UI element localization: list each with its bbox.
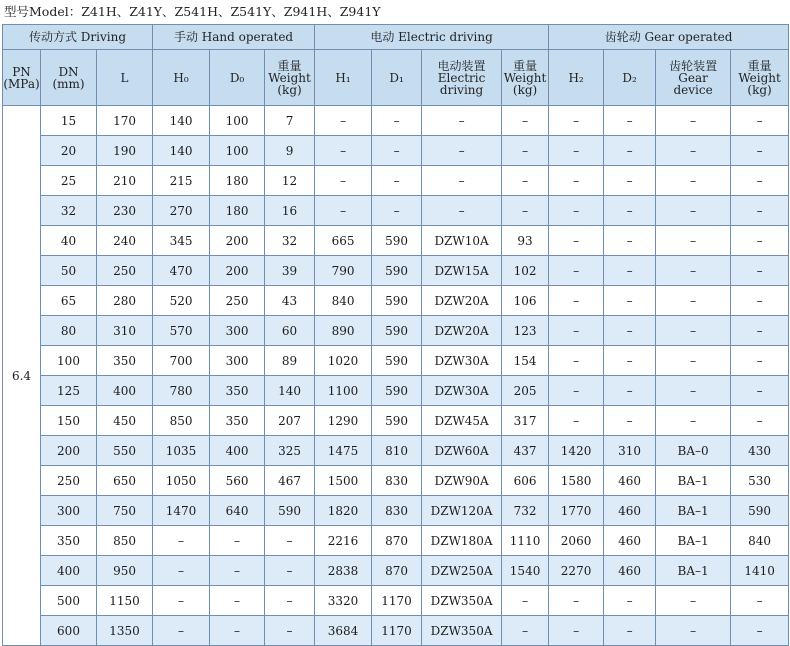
table-cell: 310 [604, 436, 656, 466]
table-cell: 590 [731, 496, 789, 526]
table-cell: – [731, 346, 789, 376]
table-cell: – [265, 526, 315, 556]
table-cell: 39 [265, 256, 315, 286]
table-cell: BA–1 [656, 556, 731, 586]
table-cell: 850 [153, 406, 210, 436]
table-cell: – [549, 106, 604, 136]
column-header: D₂ [604, 50, 656, 106]
table-cell: 1820 [315, 496, 372, 526]
table-cell: – [502, 106, 549, 136]
table-cell: – [604, 376, 656, 406]
table-cell: 180 [210, 196, 265, 226]
table-cell: 460 [604, 496, 656, 526]
table-cell: 100 [41, 346, 97, 376]
table-cell: – [549, 226, 604, 256]
table-row [3, 286, 789, 316]
table-row [3, 256, 789, 286]
table-cell: 520 [153, 286, 210, 316]
table-cell: 590 [372, 316, 422, 346]
table-row [3, 196, 789, 226]
table-cell: – [502, 196, 549, 226]
table-cell: – [604, 226, 656, 256]
table-cell: 590 [372, 226, 422, 256]
table-cell: 215 [153, 166, 210, 196]
table-cell: 1470 [153, 496, 210, 526]
table-cell: 40 [41, 226, 97, 256]
table-cell: 430 [731, 436, 789, 466]
table-cell: 7 [265, 106, 315, 136]
table-cell: 15 [41, 106, 97, 136]
table-cell: – [502, 616, 549, 646]
table-cell: – [604, 586, 656, 616]
table-cell: 560 [210, 466, 265, 496]
group-header-gear: 齿轮动 Gear operated [549, 25, 789, 50]
table-cell: 140 [153, 136, 210, 166]
table-cell: 840 [315, 286, 372, 316]
table-cell: 9 [265, 136, 315, 166]
table-cell: – [315, 136, 372, 166]
table-cell: 20 [41, 136, 97, 166]
table-row [3, 556, 789, 586]
table-cell: 732 [502, 496, 549, 526]
table-cell: 205 [502, 376, 549, 406]
table-row [3, 616, 789, 646]
table-cell: 590 [372, 346, 422, 376]
table-cell: 600 [41, 616, 97, 646]
column-header: 重量 Weight (kg) [731, 50, 789, 106]
table-cell: DZW10A [422, 226, 502, 256]
table-cell: DZW120A [422, 496, 502, 526]
table-cell: 250 [210, 286, 265, 316]
column-header: PN (MPa) [3, 50, 41, 106]
table-cell: – [604, 346, 656, 376]
table-cell: – [604, 286, 656, 316]
table-cell: 32 [265, 226, 315, 256]
table-cell: 270 [153, 196, 210, 226]
table-cell: 1110 [502, 526, 549, 556]
table-cell: – [422, 166, 502, 196]
table-cell: BA–1 [656, 526, 731, 556]
table-row [3, 436, 789, 466]
table-cell: 12 [265, 166, 315, 196]
table-cell: 1020 [315, 346, 372, 376]
table-cell: 106 [502, 286, 549, 316]
table-cell: – [731, 166, 789, 196]
table-cell: – [210, 526, 265, 556]
table-cell: – [502, 166, 549, 196]
table-cell: – [731, 226, 789, 256]
table-cell: 230 [97, 196, 153, 226]
table-cell: – [153, 586, 210, 616]
column-header-row [3, 50, 789, 106]
table-cell: 154 [502, 346, 549, 376]
table-cell: 1035 [153, 436, 210, 466]
column-header: L [97, 50, 153, 106]
table-cell: 350 [210, 406, 265, 436]
table-cell: 125 [41, 376, 97, 406]
column-header: DN (mm) [41, 50, 97, 106]
table-cell: – [265, 586, 315, 616]
table-cell: 200 [210, 226, 265, 256]
table-cell: – [656, 406, 731, 436]
table-cell: DZW60A [422, 436, 502, 466]
table-cell: 310 [97, 316, 153, 346]
table-cell: 1770 [549, 496, 604, 526]
table-cell: 1170 [372, 616, 422, 646]
table-cell: DZW20A [422, 316, 502, 346]
table-cell: 470 [153, 256, 210, 286]
table-cell: – [656, 286, 731, 316]
table-row [3, 406, 789, 436]
column-header: 重量 Weight (kg) [502, 50, 549, 106]
table-cell: – [549, 376, 604, 406]
table-cell: – [549, 256, 604, 286]
table-row [3, 316, 789, 346]
table-cell: 2060 [549, 526, 604, 556]
table-cell: DZW250A [422, 556, 502, 586]
column-header: H₁ [315, 50, 372, 106]
table-cell: – [604, 616, 656, 646]
table-cell: 850 [97, 526, 153, 556]
table-cell: DZW30A [422, 346, 502, 376]
table-row [3, 106, 789, 136]
table-cell: 550 [97, 436, 153, 466]
table-cell: – [549, 406, 604, 436]
table-cell: 590 [372, 406, 422, 436]
table-cell: – [656, 226, 731, 256]
table-cell: – [656, 616, 731, 646]
table-cell: – [315, 196, 372, 226]
valve-spec-table [2, 24, 789, 646]
column-header: H₂ [549, 50, 604, 106]
table-cell: 180 [210, 166, 265, 196]
table-cell: – [656, 376, 731, 406]
table-cell: 317 [502, 406, 549, 436]
table-cell: – [502, 586, 549, 616]
table-cell: – [604, 316, 656, 346]
table-cell: 460 [604, 526, 656, 556]
table-cell: – [315, 106, 372, 136]
table-cell: – [731, 316, 789, 346]
table-cell: 16 [265, 196, 315, 226]
table-cell: – [422, 106, 502, 136]
table-cell: 400 [41, 556, 97, 586]
table-cell: 250 [97, 256, 153, 286]
table-cell: – [372, 106, 422, 136]
table-cell: – [656, 316, 731, 346]
table-cell: 1420 [549, 436, 604, 466]
table-cell: 780 [153, 376, 210, 406]
table-cell: 1410 [731, 556, 789, 586]
table-cell: – [549, 586, 604, 616]
table-cell: – [656, 136, 731, 166]
table-cell: 100 [210, 106, 265, 136]
table-cell: 590 [372, 286, 422, 316]
table-cell: 170 [97, 106, 153, 136]
table-row [3, 136, 789, 166]
table-cell: – [372, 166, 422, 196]
column-header: H₀ [153, 50, 210, 106]
table-cell: 1540 [502, 556, 549, 586]
table-cell: – [549, 196, 604, 226]
table-cell: – [210, 586, 265, 616]
table-cell: 102 [502, 256, 549, 286]
table-cell: 150 [41, 406, 97, 436]
table-cell: 50 [41, 256, 97, 286]
table-cell: 43 [265, 286, 315, 316]
table-cell: 830 [372, 466, 422, 496]
table-cell: 3320 [315, 586, 372, 616]
table-cell: 200 [210, 256, 265, 286]
table-cell: 207 [265, 406, 315, 436]
table-cell: – [422, 136, 502, 166]
table-cell: – [731, 406, 789, 436]
table-cell: 700 [153, 346, 210, 376]
table-cell: 460 [604, 466, 656, 496]
group-header-driving: 传动方式 Driving [3, 25, 153, 50]
table-row [3, 376, 789, 406]
table-cell: 140 [265, 376, 315, 406]
table-cell: 950 [97, 556, 153, 586]
table-cell: 2216 [315, 526, 372, 556]
table-cell: – [549, 616, 604, 646]
table-cell: 3684 [315, 616, 372, 646]
table-cell: 80 [41, 316, 97, 346]
table-cell: 840 [731, 526, 789, 556]
table-cell: 590 [372, 376, 422, 406]
column-header: 电动装置 Electric driving [422, 50, 502, 106]
table-cell: 790 [315, 256, 372, 286]
table-cell: 1475 [315, 436, 372, 466]
table-cell: – [422, 196, 502, 226]
table-cell: – [549, 166, 604, 196]
table-cell: 590 [265, 496, 315, 526]
table-row [3, 226, 789, 256]
table-cell: 500 [41, 586, 97, 616]
table-cell: 60 [265, 316, 315, 346]
table-cell: 1100 [315, 376, 372, 406]
table-cell: 240 [97, 226, 153, 256]
table-cell: – [731, 616, 789, 646]
table-cell: – [731, 586, 789, 616]
table-cell: 93 [502, 226, 549, 256]
table-cell: – [210, 616, 265, 646]
table-cell: 350 [210, 376, 265, 406]
table-cell: – [153, 556, 210, 586]
column-header: 重量 Weight (kg) [265, 50, 315, 106]
table-cell: 300 [210, 316, 265, 346]
table-cell: 750 [97, 496, 153, 526]
table-cell: – [549, 136, 604, 166]
column-header: D₀ [210, 50, 265, 106]
table-row [3, 346, 789, 376]
table-cell: 32 [41, 196, 97, 226]
table-cell: – [656, 106, 731, 136]
table-cell: – [549, 346, 604, 376]
table-cell: 2270 [549, 556, 604, 586]
table-cell: 300 [41, 496, 97, 526]
table-cell: 1050 [153, 466, 210, 496]
table-cell: 300 [210, 346, 265, 376]
table-cell: – [656, 586, 731, 616]
table-row [3, 166, 789, 196]
column-header: D₁ [372, 50, 422, 106]
table-cell: – [604, 166, 656, 196]
table-cell: 350 [97, 346, 153, 376]
table-cell: 280 [97, 286, 153, 316]
table-cell: – [731, 376, 789, 406]
group-header-hand: 手动 Hand operated [153, 25, 315, 50]
table-cell: 1170 [372, 586, 422, 616]
table-cell: – [731, 256, 789, 286]
table-cell: DZW350A [422, 586, 502, 616]
table-cell: – [265, 556, 315, 586]
table-cell: 590 [372, 256, 422, 286]
table-cell: 190 [97, 136, 153, 166]
table-cell: – [731, 286, 789, 316]
table-cell: – [731, 136, 789, 166]
table-cell: 100 [210, 136, 265, 166]
table-cell: – [372, 136, 422, 166]
table-cell: 200 [41, 436, 97, 466]
table-cell: 640 [210, 496, 265, 526]
table-cell: BA–1 [656, 466, 731, 496]
table-cell: 210 [97, 166, 153, 196]
table-cell: – [656, 196, 731, 226]
table-cell: 1580 [549, 466, 604, 496]
table-cell: 325 [265, 436, 315, 466]
table-cell: 810 [372, 436, 422, 466]
table-cell: 250 [41, 466, 97, 496]
table-cell: – [153, 526, 210, 556]
group-header-electric: 电动 Electric driving [315, 25, 549, 50]
table-cell: 2838 [315, 556, 372, 586]
table-cell: 400 [97, 376, 153, 406]
table-cell: 870 [372, 526, 422, 556]
table-cell: – [372, 196, 422, 226]
table-cell: – [604, 256, 656, 286]
model-line: 型号Model：Z41H、Z41Y、Z541H、Z541Y、Z941H、Z941Y [4, 4, 381, 19]
table-cell: 140 [153, 106, 210, 136]
table-cell: – [153, 616, 210, 646]
table-cell: – [210, 556, 265, 586]
table-cell: – [315, 166, 372, 196]
table-cell: 890 [315, 316, 372, 346]
table-body [3, 106, 789, 646]
table-cell: DZW180A [422, 526, 502, 556]
column-header: 齿轮装置 Gear device [656, 50, 731, 106]
table-cell: 437 [502, 436, 549, 466]
table-cell: – [604, 136, 656, 166]
table-cell: DZW20A [422, 286, 502, 316]
table-cell: – [656, 346, 731, 376]
table-cell: 830 [372, 496, 422, 526]
table-cell: DZW15A [422, 256, 502, 286]
table-cell: 89 [265, 346, 315, 376]
table-cell: – [549, 286, 604, 316]
table-cell: – [731, 196, 789, 226]
table-cell: 467 [265, 466, 315, 496]
pn-value: 6.4 [3, 106, 41, 646]
table-cell: BA–0 [656, 436, 731, 466]
table-cell: 1290 [315, 406, 372, 436]
table-cell: – [656, 256, 731, 286]
table-cell: DZW90A [422, 466, 502, 496]
table-row [3, 466, 789, 496]
table-cell: 350 [41, 526, 97, 556]
table-cell: 665 [315, 226, 372, 256]
table-row [3, 586, 789, 616]
table-cell: 450 [97, 406, 153, 436]
table-cell: – [656, 166, 731, 196]
table-cell: 870 [372, 556, 422, 586]
table-cell: 1350 [97, 616, 153, 646]
table-cell: – [604, 406, 656, 436]
table-cell: – [604, 196, 656, 226]
table-cell: – [731, 106, 789, 136]
table-cell: 530 [731, 466, 789, 496]
table-cell: 25 [41, 166, 97, 196]
table-cell: 460 [604, 556, 656, 586]
table-cell: 65 [41, 286, 97, 316]
table-cell: 1500 [315, 466, 372, 496]
table-cell: – [604, 106, 656, 136]
table-cell: – [502, 136, 549, 166]
table-cell: DZW350A [422, 616, 502, 646]
table-row [3, 496, 789, 526]
table-cell: BA–1 [656, 496, 731, 526]
table-cell: 570 [153, 316, 210, 346]
table-cell: 345 [153, 226, 210, 256]
table-cell: – [549, 316, 604, 346]
table-cell: 123 [502, 316, 549, 346]
table-cell: 1150 [97, 586, 153, 616]
table-cell: 606 [502, 466, 549, 496]
table-cell: – [265, 616, 315, 646]
table-row [3, 526, 789, 556]
table-cell: DZW30A [422, 376, 502, 406]
table-cell: 650 [97, 466, 153, 496]
table-cell: DZW45A [422, 406, 502, 436]
table-cell: 400 [210, 436, 265, 466]
